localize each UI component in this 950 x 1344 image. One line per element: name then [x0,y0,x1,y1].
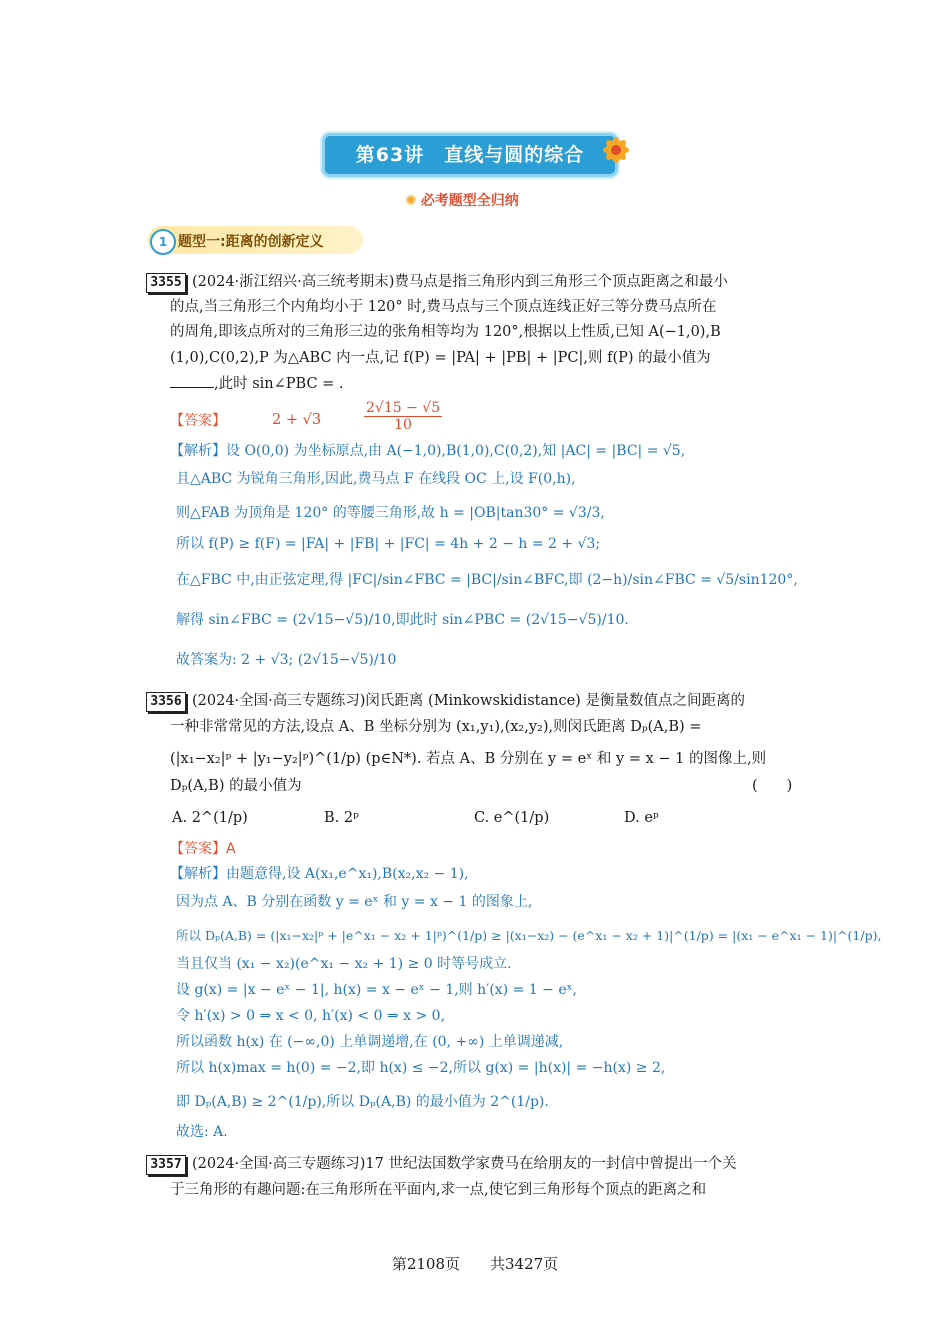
choice-b: B. 2ᵖ [324,810,359,826]
solution-line: 所以 h(x)max = h(0) = −2,即 h(x) ≤ −2,所以 g(x) = |h(x)| = −h(x) ≥ 2, [176,1060,666,1076]
problem-text-line: (2024·全国·高三专题练习)17 世纪法国数学家费马在给朋友的一封信中曾提出一个关 [192,1156,737,1172]
subtitle [405,190,519,210]
problem-number: 3355 [146,273,186,293]
solution-line: 且△ABC 为锐角三角形,因此,费马点 F 在线段 OC 上,设 F(0,h), [176,471,576,487]
answer-label: 【答案】 [170,413,226,429]
solution-line: 故答案为: 2 + √3; (2√15−√5)/10 [176,652,397,668]
problem-text-line [170,374,344,394]
choice-d: D. eᵖ [624,810,659,826]
answer-value-2 [362,400,444,433]
problem-text-line: (2024·全国·高三专题练习)闵氏距离 (Minkowskidistance) 是衡量数值点之间距离的 [192,693,745,709]
problem-text-line: 的点,当三角形三个内角均小于 120° 时,费马点与三个顶点连线正好三等分费马点所在 [170,299,717,315]
problem-text-line: (1,0),C(0,2),P 为△ABC 内一点,记 f(P) = |PA| + |PB| + |PC|,则 f(P) 的最小值为 [170,350,711,366]
flower-icon [596,130,636,170]
fraction-numerator: 2√15 − √5 [366,400,441,416]
problem-number: 3357 [146,1155,186,1175]
problem-text-line: (|x₁−x₂|ᵖ + |y₁−y₂|ᵖ)^(1/p) (p∈N*). 若点 A、B 分别在 y = eˣ 和 y = x − 1 的图像上,则 [170,751,767,767]
problem-text-line: 于三角形的有趣问题:在三角形所在平面内,求一点,使它到三角形每个顶点的距离之和 [170,1182,707,1198]
solution-line: 因为点 A、B 分别在函数 y = eˣ 和 y = x − 1 的图象上, [176,894,533,910]
answer-blank [170,387,214,388]
sun-icon: ✺ [405,193,417,209]
solution-line: 设 g(x) = |x − eˣ − 1|, h(x) = x − eˣ − 1,则 h′(x) = 1 − eˣ, [176,982,577,998]
solution-line: 故选: A. [176,1124,228,1140]
choice-a: A. 2^(1/p) [172,810,248,826]
answer-paren: ( ) [752,778,793,794]
subtitle-text: 必考题型全归纳 [420,193,519,209]
solution-line: 所以 Dₚ(A,B) = (|x₁−x₂|ᵖ + |e^x₁ − x₂ + 1|ᵖ)^(1/p) ≥ |(x₁−x₂) − (e^x₁ − x₂ + 1)|^(1/p) = |(x₁ − e^x₁ − 1)|^(1/p), [176,928,882,943]
section-number: 1 [150,229,176,255]
problem-text-line: 的周角,即该点所对的三角形三边的张角相等均为 120°,根据以上性质,已知 A(−1,0),B [170,324,721,340]
solution-line: 【解析】由题意得,设 A(x₁,e^x₁),B(x₂,x₂ − 1), [170,866,469,882]
solution-line: 当且仅当 (x₁ − x₂)(e^x₁ − x₂ + 1) ≥ 0 时等号成立. [176,956,512,972]
problem-text-line: Dₚ(A,B) 的最小值为 [170,778,302,794]
lecture-title: 第63讲 直线与圆的综合 [322,133,618,177]
page-footer: 第2108页 共3427页 [391,1255,559,1273]
solution-line: 即 Dₚ(A,B) ≥ 2^(1/p),所以 Dₚ(A,B) 的最小值为 2^(1/p). [176,1094,549,1110]
problem-text-line: (2024·浙江绍兴·高三统考期末)费马点是指三角形内到三角形三个顶点距离之和最小 [192,274,728,290]
problem-text-tail: ,此时 sin∠PBC = . [214,376,344,392]
problem-number: 3356 [146,692,186,712]
solution-line: 在△FBC 中,由正弦定理,得 |FC|/sin∠FBC = |BC|/sin∠BFC,即 (2−h)/sin∠FBC = √5/sin120°, [176,572,798,588]
choice-c: C. e^(1/p) [474,810,550,826]
fraction-denominator: 10 [394,417,412,433]
answer-value-1: 2 + √3 [272,412,322,428]
problem-text-line: 一种非常常见的方法,设点 A、B 坐标分别为 (x₁,y₁),(x₂,y₂),则闵氏距离 Dₚ(A,B) = [170,719,702,735]
answer-label: 【答案】A [170,841,236,857]
solution-line: 所以 f(P) ≥ f(F) = |FA| + |FB| + |FC| = 4h + 2 − h = 2 + √3; [176,536,601,552]
solution-line: 令 h′(x) > 0 ⇒ x < 0, h′(x) < 0 ⇒ x > 0, [176,1008,446,1024]
solution-line: 则△FAB 为顶角是 120° 的等腰三角形,故 h = |OB|tan30° = √3/3, [176,505,605,521]
solution-line: 【解析】设 O(0,0) 为坐标原点,由 A(−1,0),B(1,0),C(0,2),知 |AC| = |BC| = √5, [170,443,686,459]
solution-line: 所以函数 h(x) 在 (−∞,0) 上单调递增,在 (0, +∞) 上单调递减, [176,1034,564,1050]
solution-line: 解得 sin∠FBC = (2√15−√5)/10,即此时 sin∠PBC = (2√15−√5)/10. [176,612,629,628]
section-title: 题型一:距离的创新定义 [178,234,324,250]
